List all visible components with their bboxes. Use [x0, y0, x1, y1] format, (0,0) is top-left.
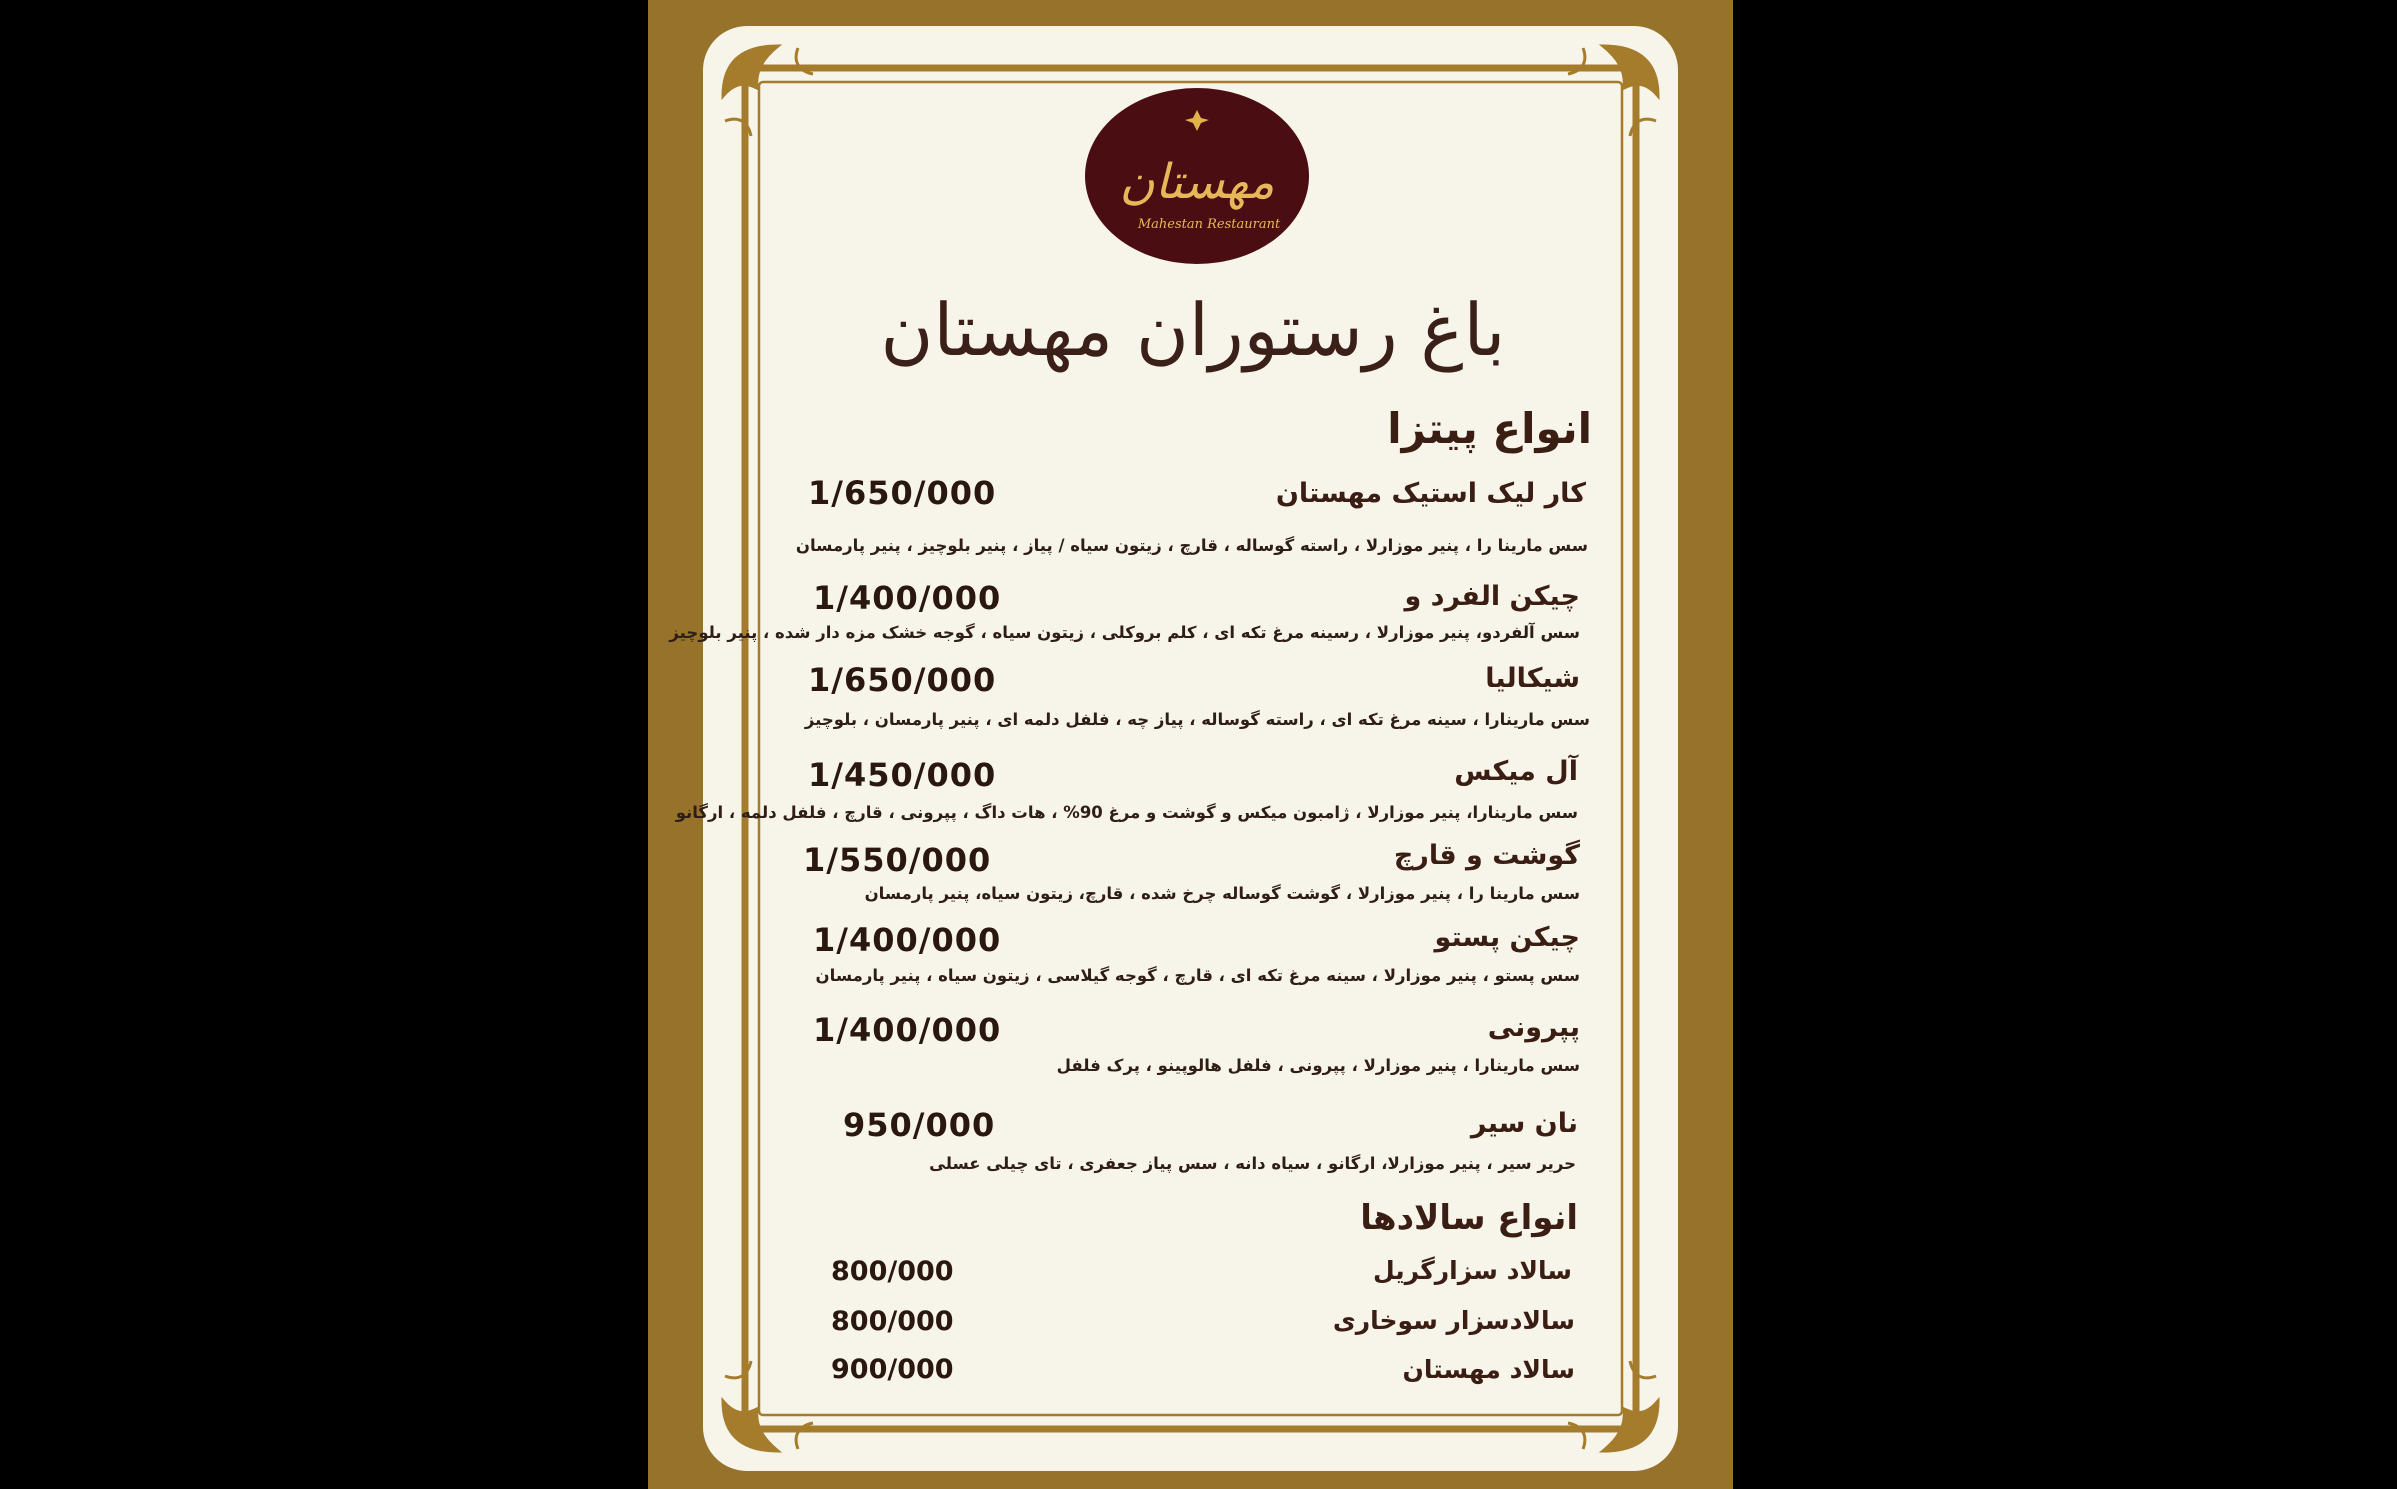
- pizza-name-6: چیکن پستو: [1434, 922, 1580, 953]
- salad-price-2: 800/000: [831, 1306, 954, 1337]
- pizza-price-7: 1/400/000: [813, 1011, 1002, 1049]
- pizza-price-8: 950/000: [843, 1106, 996, 1144]
- menu-card: [669, 26, 1678, 1471]
- restaurant-logo: [1085, 88, 1309, 264]
- pizza-name-1: کار لیک استیک مهستان: [1275, 478, 1586, 509]
- menu-sheet: [648, 0, 1733, 1489]
- pizza-desc-3: سس مارینارا ، سینه مرغ تکه ای ، راسته گوساله ، پیاز چه ، فلفل دلمه ای ، پنیر پارمسان ، بلوچیز: [804, 710, 1590, 729]
- pizza-price-4: 1/450/000: [808, 756, 997, 794]
- pizza-name-8: نان سیر: [1470, 1108, 1578, 1139]
- salad-price-1: 800/000: [831, 1256, 954, 1287]
- corner-ornament-bottom-left: [723, 1361, 813, 1451]
- pizza-desc-2: سس آلفردو، پنیر موزارلا ، رسینه مرغ تکه ای ، کلم بروکلی ، زیتون سیاه ، گوجه خشک مزه دار شده ، پنیر بلوچیز: [669, 623, 1580, 642]
- page-title: باغ رستوران مهستان: [880, 288, 1506, 372]
- pizza-name-7: پپرونی: [1487, 1012, 1580, 1043]
- salad-price-3: 900/000: [831, 1354, 954, 1385]
- pizza-desc-4: سس مارینارا، پنیر موزارلا ، ژامبون میکس و گوشت و مرغ 90% ، هات داگ ، پپرونی ، قارچ ، فلفل دلمه ، ارگانو: [675, 803, 1578, 822]
- pizza-price-6: 1/400/000: [813, 921, 1002, 959]
- pizza-price-5: 1/550/000: [803, 841, 992, 879]
- salad-section-heading: انواع سالادها: [1360, 1198, 1578, 1238]
- pizza-desc-1: سس مارینا را ، پنیر موزارلا ، راسته گوساله ، قارچ ، زیتون سیاه / پیاز ، پنیر بلوچیز ، پنیر پارمسان: [795, 536, 1588, 555]
- salad-name-2: سالادسزار سوخاری: [1332, 1306, 1575, 1335]
- corner-ornament-bottom-right: [1568, 1361, 1658, 1451]
- pizza-name-4: آل میکس: [1454, 756, 1578, 787]
- pizza-name-5: گوشت و قارچ: [1393, 840, 1580, 871]
- pizza-desc-7: سس مارینارا ، پنیر موزارلا ، پپرونی ، فلفل هالوپینو ، پرک فلفل: [1056, 1056, 1580, 1075]
- pizza-desc-5: سس مارینا را ، پنیر موزارلا ، گوشت گوساله چرخ شده ، قارچ، زیتون سیاه، پنیر پارمسان: [864, 884, 1580, 903]
- pizza-price-1: 1/650/000: [808, 474, 997, 512]
- logo-script: مهستان: [1119, 154, 1275, 210]
- pizza-name-3: شیکالیا: [1485, 663, 1580, 694]
- pizza-name-2: چیکن الفرد و: [1404, 581, 1580, 612]
- pizza-section-heading: انواع پیتزا: [1387, 404, 1592, 453]
- pizza-price-2: 1/400/000: [813, 579, 1002, 617]
- pizza-desc-6: سس پستو ، پنیر موزارلا ، سینه مرغ تکه ای ، قارچ ، گوجه گیلاسی ، زیتون سیاه ، پنیر پارمسان: [815, 966, 1580, 985]
- salad-name-1: سالاد سزارگریل: [1372, 1256, 1572, 1285]
- logo-latin: Mahestan Restaurant: [1137, 217, 1281, 232]
- corner-ornament-top-right: [1568, 46, 1658, 136]
- pizza-price-3: 1/650/000: [808, 661, 997, 699]
- corner-ornament-top-left: [723, 46, 813, 136]
- pizza-desc-8: حریر سیر ، پنیر موزارلا، ارگانو ، سیاه دانه ، سس پیاز جعفری ، تای چیلی عسلی: [929, 1154, 1576, 1173]
- salad-name-3: سالاد مهستان: [1402, 1355, 1575, 1384]
